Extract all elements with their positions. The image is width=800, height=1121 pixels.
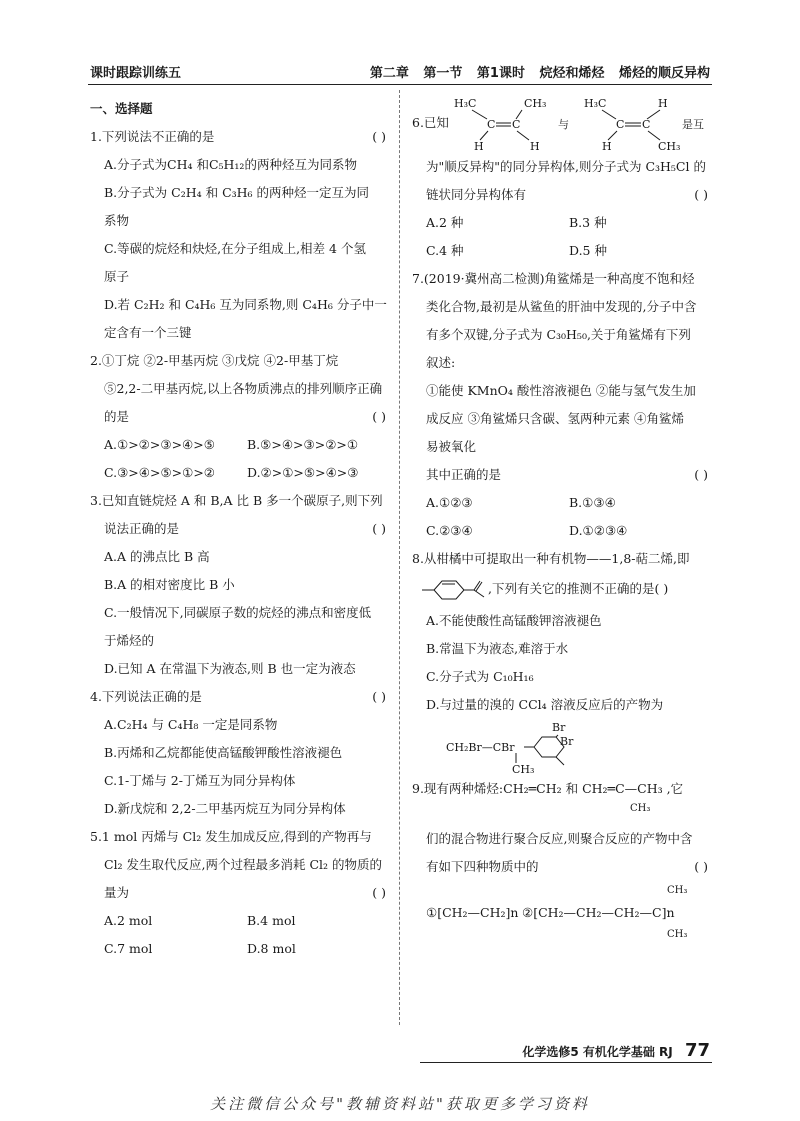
line-text: 有多个双键,分子式为 C₃₀H₅₀,关于角鲨烯有下列: [426, 327, 691, 342]
text-line: [412, 405, 712, 433]
answer-paren: ( ): [694, 187, 708, 202]
text-line: [412, 293, 712, 321]
q9-text: 9.现有两种烯烃:CH₂═CH₂ 和 CH₂═C—CH₃ ,它: [412, 781, 684, 796]
text-line: [90, 767, 390, 795]
option-pair: [412, 489, 712, 517]
line-text: D.已知 A 在常温下为液态,则 B 也一定为液态: [104, 661, 356, 676]
right-column: [412, 95, 712, 947]
line-text: 于烯烃的: [104, 633, 155, 648]
line-text: 8.从柑橘中可提取出一种有机物——1,8-萜二烯,即: [412, 551, 690, 566]
line-text: 系物: [104, 213, 130, 228]
answer-paren: ( ): [372, 129, 386, 144]
line-text: A.不能使酸性高锰酸钾溶液褪色: [426, 613, 602, 628]
line-text: 量为: [104, 885, 130, 900]
line-text: 成反应 ③角鲨烯只含碳、氢两种元素 ④角鲨烯: [426, 411, 684, 426]
text-line: [90, 375, 390, 403]
option-b: D.①②③④: [569, 523, 628, 538]
answer-paren: ( ): [372, 885, 386, 900]
line-text: 类化合物,最初是从鲨鱼的肝油中发现的,分子中含: [426, 299, 697, 314]
page-number: 77: [684, 1040, 710, 1061]
line-text: 链状同分异构体有: [426, 187, 527, 202]
text-line: [90, 319, 390, 347]
footer-book: 化学选修5 有机化学基础 RJ: [522, 1045, 673, 1059]
text-line: [90, 151, 390, 179]
line-text: ①能使 KMnO₄ 酸性溶液褪色 ②能与氢气发生加: [426, 383, 696, 398]
option-a: A.2 种: [426, 215, 464, 230]
bromo-br2: Br: [560, 735, 574, 748]
s2-br: CH₃: [658, 140, 681, 153]
text-line: [90, 795, 390, 823]
answer-paren: ( ): [694, 467, 708, 482]
line-text: C.1-丁烯与 2-丁烯互为同分异构体: [104, 773, 296, 788]
text-line: [90, 543, 390, 571]
line-text: B.常温下为液态,难溶于水: [426, 641, 569, 656]
line-text: 原子: [104, 269, 130, 284]
option-b: D.5 种: [569, 243, 607, 258]
line-text: 的是: [104, 409, 130, 424]
line-text: C.等碳的烷烃和炔烃,在分子组成上,相差 4 个氢: [104, 241, 366, 256]
bromo-br1: Br: [552, 721, 566, 734]
line-text: A.C₂H₄ 与 C₄H₈ 一定是同系物: [104, 717, 278, 732]
line-text: C.一般情况下,同碳原子数的烷烃的沸点和密度低: [104, 605, 372, 620]
left-column: [90, 95, 390, 963]
option-pair: [90, 907, 390, 935]
option-b: B.3 种: [569, 215, 607, 230]
option-a: C.7 mol: [104, 941, 153, 956]
section-title: [90, 95, 390, 123]
q6-structures: [412, 95, 712, 153]
polymers: [412, 881, 712, 947]
text-line: [412, 181, 712, 209]
q9-line: [412, 779, 712, 825]
line-text: 3.已知直链烷烃 A 和 B,A 比 B 多一个碳原子,则下列: [90, 493, 383, 508]
line-text: C.分子式为 C₁₀H₁₆: [426, 669, 534, 684]
question-line: [412, 545, 712, 573]
text-line: [90, 655, 390, 683]
line-text: 1.下列说法不正确的是: [90, 129, 215, 144]
line-text: D.与过量的溴的 CCl₄ 溶液反应后的产物为: [426, 697, 664, 712]
line-text: B.A 的相对密度比 B 小: [104, 577, 235, 592]
question-line: [90, 123, 390, 151]
footer-rule: [420, 1062, 712, 1063]
q9-sub: CH₃: [630, 803, 651, 814]
text-line: [90, 263, 390, 291]
line-text: 易被氧化: [426, 439, 477, 454]
option-a: A.①>②>③>④>⑤: [104, 437, 215, 452]
bromo-product: [412, 719, 712, 779]
option-a: A.2 mol: [104, 913, 153, 928]
answer-paren: ( ): [372, 521, 386, 536]
option-pair: [412, 517, 712, 545]
line-text: D.若 C₂H₂ 和 C₄H₆ 互为同系物,则 C₄H₆ 分子中一: [104, 297, 387, 312]
question-line: [412, 265, 712, 293]
option-b: B.4 mol: [247, 913, 296, 928]
option-pair: [412, 237, 712, 265]
option-a: C.4 种: [426, 243, 464, 258]
option-b: D.②>①>⑤>④>③: [247, 465, 359, 480]
line-text: 7.(2019·冀州高二检测)角鲨烯是一种高度不饱和烃: [412, 271, 695, 286]
question-line: [90, 823, 390, 851]
line-text: 叙述:: [426, 355, 456, 370]
q8-text: ,下列有关它的推测不正确的是( ): [488, 581, 669, 596]
text-line: [90, 627, 390, 655]
text-line: [90, 235, 390, 263]
option-b: B.①③④: [569, 495, 616, 510]
question-line: [90, 487, 390, 515]
option-a: C.②③④: [426, 523, 473, 538]
question-line: [90, 683, 390, 711]
s1-tr: CH₃: [524, 97, 547, 110]
bromo-svg: [412, 719, 712, 779]
text-line: [412, 635, 712, 663]
line-text: 有如下四种物质中的: [426, 859, 539, 874]
q6-is: 是互: [682, 118, 704, 131]
s1-c2: C: [512, 118, 521, 131]
text-line: [90, 207, 390, 235]
option-pair: [412, 209, 712, 237]
header-left: 课时跟踪训练五: [90, 66, 182, 81]
promo-text: 关注微信公众号"教辅资料站"获取更多学习资料: [210, 1095, 590, 1113]
line-text: 们的混合物进行聚合反应,则聚合反应的产物中含: [426, 831, 693, 846]
s1-bl: H: [474, 140, 484, 153]
line-text: ⑤2,2-二甲基丙烷,以上各物质沸点的排列顺序正确: [104, 381, 383, 396]
footer: [522, 1040, 710, 1061]
answer-paren: ( ): [694, 859, 708, 874]
bromo-down: CH₃: [512, 763, 535, 776]
bromo-left: CH₂Br—CBr: [446, 741, 515, 754]
line-text: A.分子式为CH₄ 和C₅H₁₂的两种烃互为同系物: [104, 157, 357, 172]
option-b: B.⑤>④>③>②>①: [247, 437, 359, 452]
line-text: 4.下列说法正确的是: [90, 689, 202, 704]
text-line: [90, 291, 390, 319]
s2-c1: C: [616, 118, 625, 131]
s2-tr: H: [658, 97, 668, 110]
polymer-2: ②[CH₂—CH₂—CH₂—C]n: [522, 905, 675, 920]
option-b: D.8 mol: [247, 941, 296, 956]
polymer-1: ①[CH₂—CH₂]n: [426, 905, 519, 920]
text-line: [412, 377, 712, 405]
answer-paren: ( ): [372, 409, 386, 424]
s2-bl: H: [602, 140, 612, 153]
s1-tl: H₃C: [454, 97, 477, 110]
text-line: [90, 403, 390, 431]
text-line: [412, 691, 712, 719]
text-line: [412, 321, 712, 349]
option-pair: [90, 935, 390, 963]
header-right: 第二章 第一节 第1课时 烷烃和烯烃 烯烃的顺反异构: [369, 66, 710, 81]
text-line: [90, 179, 390, 207]
s2-tl: H₃C: [584, 97, 607, 110]
line-text: A.A 的沸点比 B 高: [104, 549, 210, 564]
option-a: C.③>④>⑤>①>②: [104, 465, 216, 480]
text-line: [90, 599, 390, 627]
text-line: [90, 711, 390, 739]
text-line: [90, 571, 390, 599]
line-text: 2.①丁烷 ②2-甲基丙烷 ③戊烷 ④2-甲基丁烷: [90, 353, 339, 368]
s2-c2: C: [642, 118, 651, 131]
text-line: [412, 349, 712, 377]
polymer-bottom: CH₃: [667, 929, 688, 940]
line-text: 定含有一个三键: [104, 325, 192, 340]
text-line: [412, 663, 712, 691]
option-pair: [90, 431, 390, 459]
option-pair: [90, 459, 390, 487]
header-rule: [88, 84, 712, 85]
line-text: B.分子式为 C₂H₄ 和 C₃H₆ 的两种烃一定互为同: [104, 185, 370, 200]
text-line: [90, 879, 390, 907]
text-line: [90, 739, 390, 767]
q6-label: 6.已知: [412, 115, 449, 130]
question-line: [90, 347, 390, 375]
column-divider: [399, 90, 400, 1025]
line-text: 为"顺反异构"的同分异构体,则分子式为 C₃H₅Cl 的: [426, 159, 706, 174]
line-text: 其中正确的是: [426, 467, 502, 482]
answer-paren: ( ): [372, 689, 386, 704]
s1-c1: C: [487, 118, 496, 131]
q8-structure: [412, 573, 712, 607]
line-text: 说法正确的是: [104, 521, 180, 536]
text-line: [90, 515, 390, 543]
text-line: [412, 607, 712, 635]
text-line: [412, 825, 712, 853]
text-line: [90, 851, 390, 879]
option-a: A.①②③: [426, 495, 473, 510]
text-line: [412, 461, 712, 489]
q6-and: 与: [558, 118, 569, 131]
polymer-top: CH₃: [667, 885, 688, 896]
line-text: Cl₂ 发生取代反应,两个过程最多消耗 Cl₂ 的物质的: [104, 857, 383, 872]
q6-structure-svg: [412, 95, 712, 153]
line-text: B.丙烯和乙烷都能使高锰酸钾酸性溶液褪色: [104, 745, 343, 760]
text-line: [412, 853, 712, 881]
line-text: 一、选择题: [90, 101, 153, 116]
s1-br: H: [530, 140, 540, 153]
text-line: [412, 153, 712, 181]
line-text: D.新戊烷和 2,2-二甲基丙烷互为同分异构体: [104, 801, 346, 816]
text-line: [412, 433, 712, 461]
line-text: 5.1 mol 丙烯与 Cl₂ 发生加成反应,得到的产物再与: [90, 829, 372, 844]
